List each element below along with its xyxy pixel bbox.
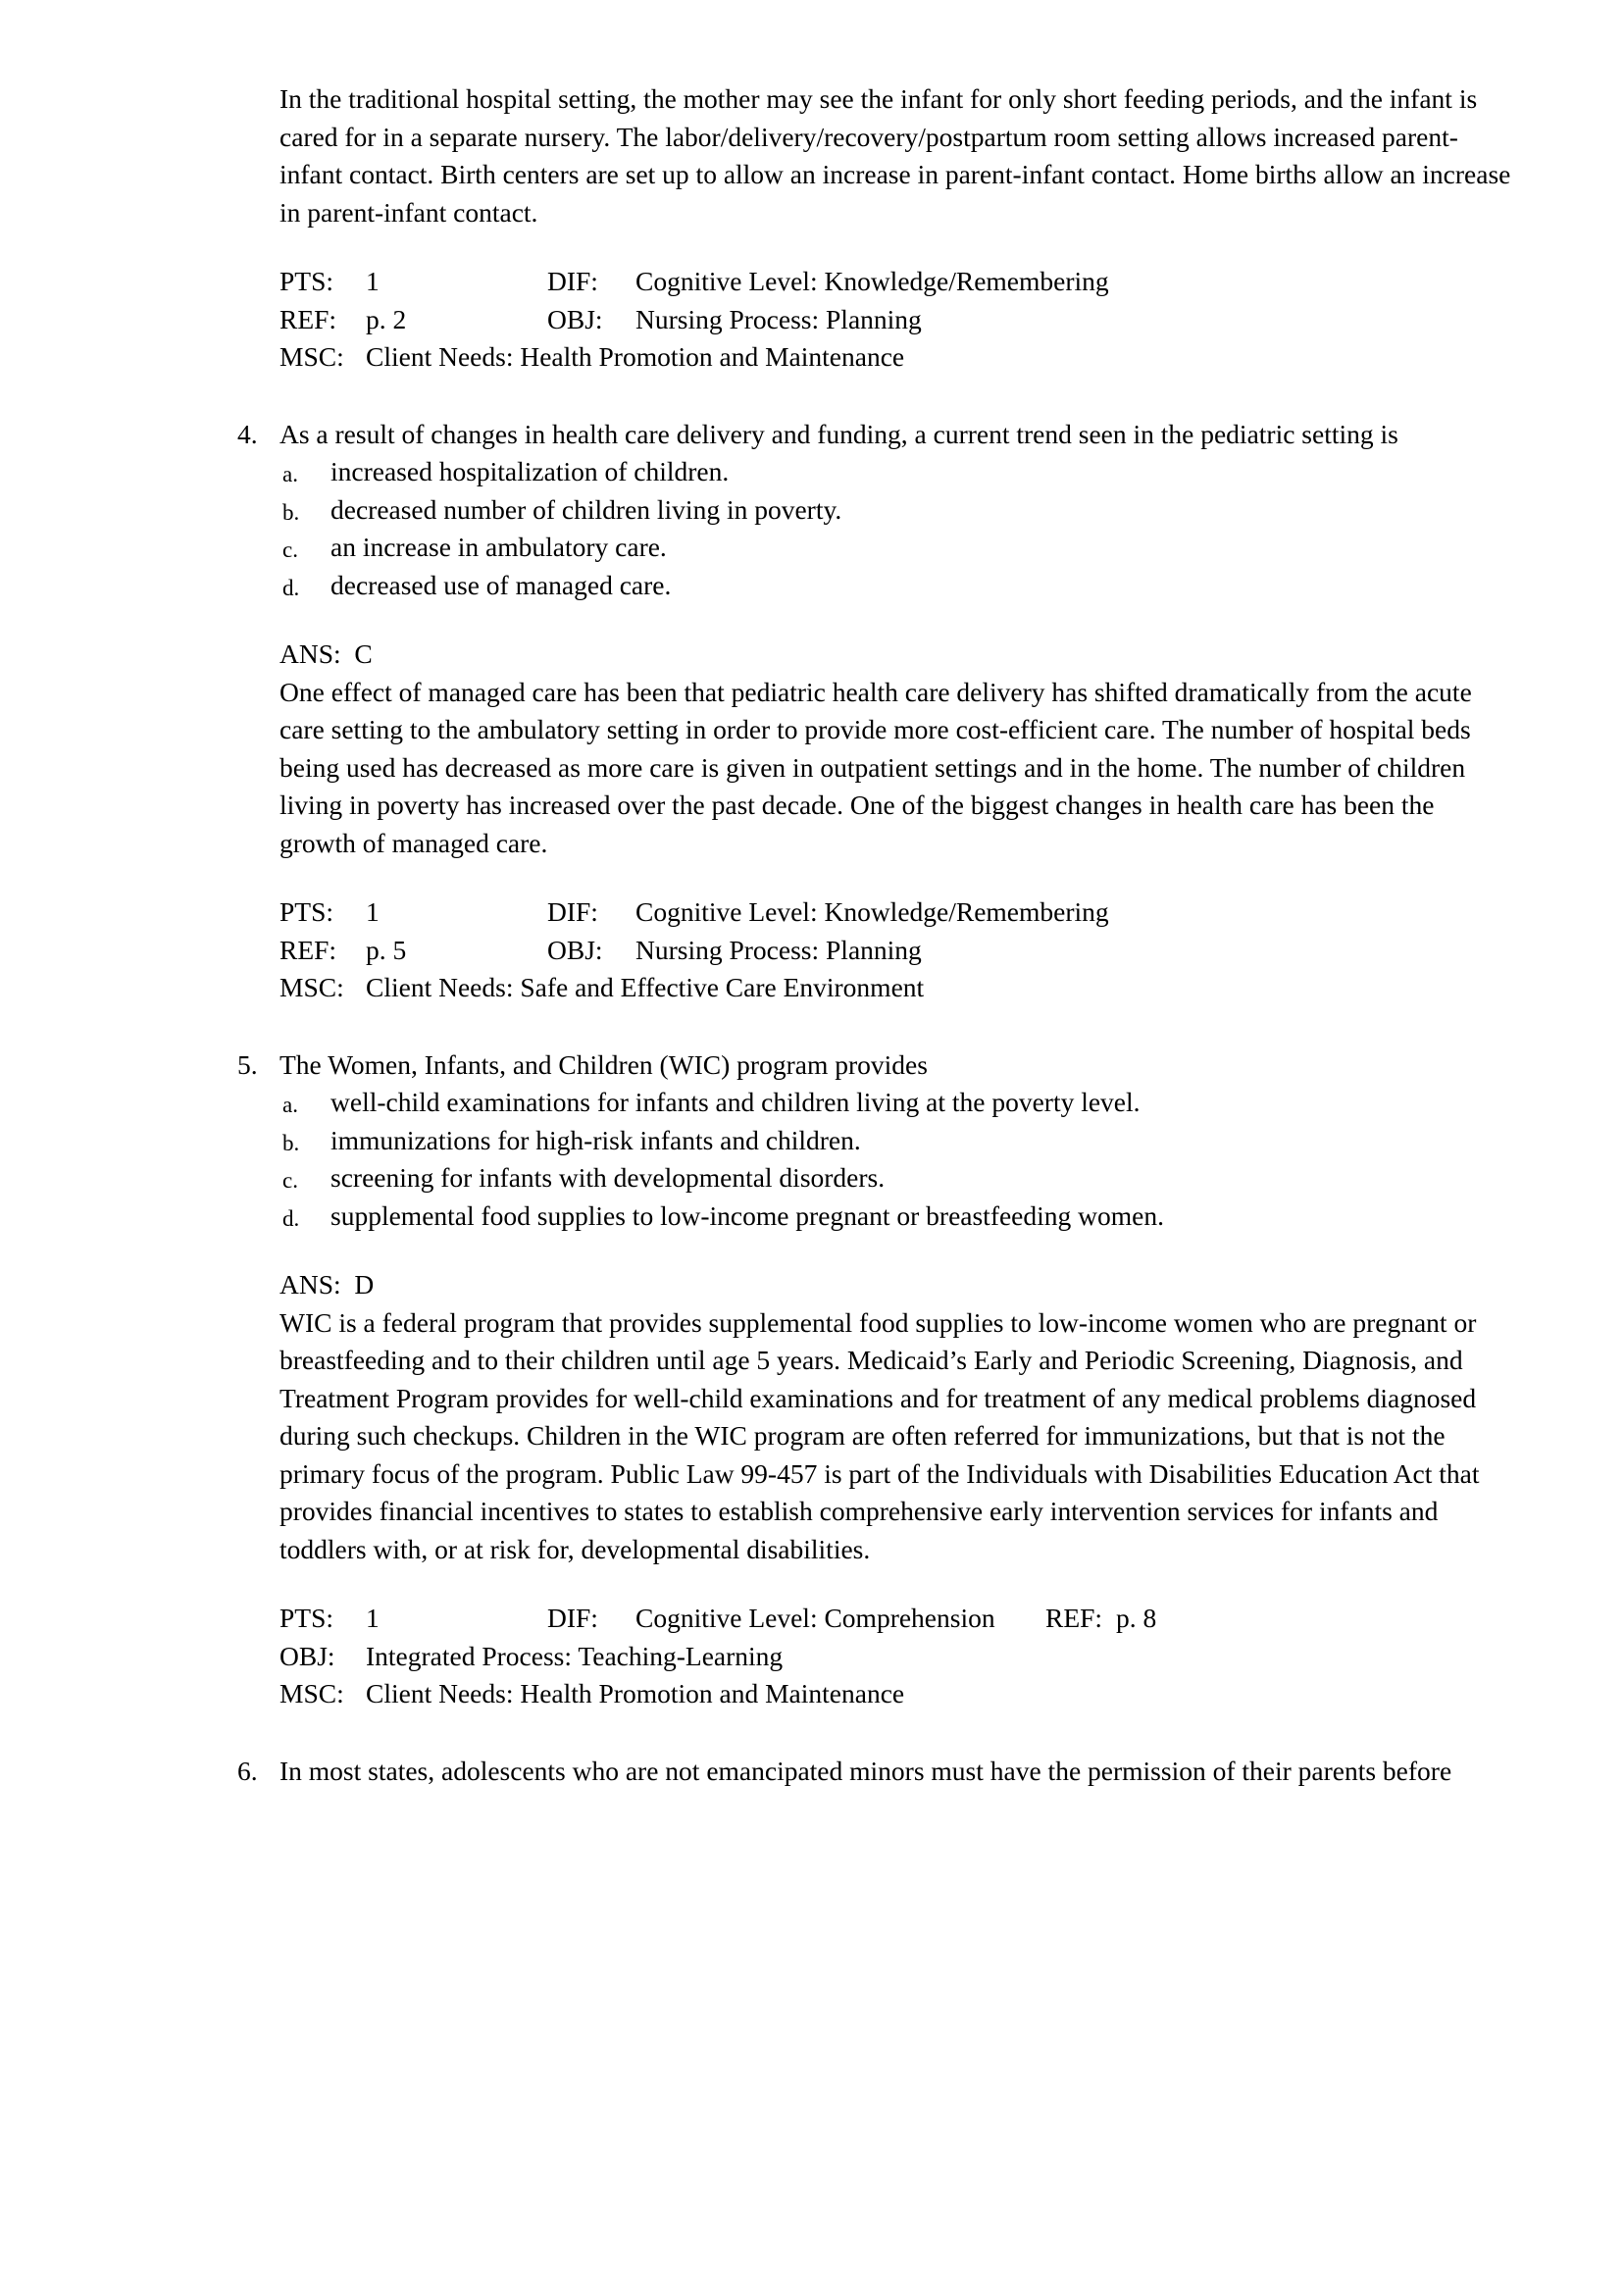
dif-value: Cognitive Level: Knowledge/Remembering — [635, 266, 1109, 296]
spacer — [237, 231, 1517, 263]
option-text: decreased use of managed care. — [330, 569, 672, 600]
obj-value: Nursing Process: Planning — [635, 303, 922, 334]
question-4 — [237, 416, 1517, 454]
spacer — [237, 604, 1517, 636]
option-text: supplemental food supplies to low-income pregnant or breastfeeding women. — [330, 1199, 1164, 1231]
pts-value: 1 — [366, 896, 380, 927]
option-letter: d. — [282, 575, 300, 600]
question-stem: The Women, Infants, and Children (WIC) program provides — [279, 1048, 928, 1080]
spacer — [237, 377, 1517, 416]
question-stem: As a result of changes in health care delivery and funding, a current trend seen in the pediatric setting is — [279, 418, 1398, 449]
metadata-row — [279, 893, 1517, 932]
metadata-row — [279, 932, 1517, 970]
question-5 — [237, 1046, 1517, 1085]
page-content — [237, 80, 1517, 1790]
pts-value: 1 — [366, 1603, 380, 1633]
metadata-block-5 — [279, 1600, 1517, 1713]
metadata-row — [279, 263, 1517, 301]
dif-label: DIF: — [547, 896, 598, 927]
option-letter: d. — [282, 1205, 300, 1231]
dif-label: DIF: — [547, 1603, 598, 1633]
option-text: well-child examinations for infants and children living at the poverty level. — [330, 1087, 1141, 1117]
ref-label: REF: — [279, 934, 337, 965]
msc-label: MSC: — [279, 341, 344, 372]
dif-value: Cognitive Level: Knowledge/Remembering — [635, 896, 1109, 927]
spacer — [237, 862, 1517, 893]
dif-value: Cognitive Level: Comprehension — [635, 1603, 995, 1633]
pts-value: 1 — [366, 266, 380, 296]
option-c[interactable] — [237, 1159, 1517, 1198]
ref-value: p. 2 — [366, 303, 407, 334]
spacer — [237, 1568, 1517, 1600]
ref-value: p. 8 — [1116, 1603, 1157, 1633]
option-b[interactable] — [237, 491, 1517, 530]
question-number: 5. — [237, 1048, 258, 1080]
intro-metadata-block — [279, 263, 1517, 377]
option-letter: c. — [282, 1168, 298, 1193]
option-c[interactable] — [237, 529, 1517, 567]
options-list-5 — [237, 1084, 1517, 1235]
msc-value: Client Needs: Safe and Effective Care Environment — [366, 972, 925, 1002]
answer-line-5: ANS: D — [279, 1269, 375, 1300]
metadata-row — [279, 338, 1517, 377]
obj-value: Integrated Process: Teaching-Learning — [366, 1640, 784, 1671]
spacer — [237, 1713, 1517, 1753]
ref-label: REF: — [1045, 1603, 1103, 1633]
metadata-block-4 — [279, 893, 1517, 1007]
obj-label: OBJ: — [279, 1640, 335, 1671]
option-text: an increase in ambulatory care. — [330, 532, 667, 562]
dif-label: DIF: — [547, 266, 598, 296]
obj-label: OBJ: — [547, 303, 603, 334]
option-b[interactable] — [237, 1122, 1517, 1160]
options-list-4 — [237, 453, 1517, 604]
option-letter: a. — [282, 1093, 298, 1117]
msc-value: Client Needs: Health Promotion and Maintenance — [366, 1678, 905, 1708]
msc-label: MSC: — [279, 1678, 344, 1708]
obj-value: Nursing Process: Planning — [635, 934, 922, 965]
rationale-4: One effect of managed care has been that pediatric health care delivery has shifted dramatically from the acute care setting to the ambulatory setting in order to provide more cost-efficient care. The number of hospital beds being used has decreased as more care is given in outpatient settings and in the home. The number of children living in poverty has increased over the past decade. One of the biggest changes in health care has been the growth of managed care. — [279, 676, 1472, 858]
option-a[interactable] — [237, 453, 1517, 491]
metadata-row — [279, 969, 1517, 1007]
question-number: 6. — [237, 1755, 258, 1786]
option-letter: b. — [282, 1130, 300, 1155]
option-letter: c. — [282, 537, 298, 562]
intro-paragraph: In the traditional hospital setting, the mother may see the infant for only short feeding periods, and the infant is cared for in a separate nursery. The labor/delivery/recovery/postpartum room setting allows increased parent-infant contact. Birth centers are set up to allow an increase in parent-infant contact. Home births allow an increase in parent-infant contact. — [279, 83, 1511, 228]
rationale-5: WIC is a federal program that provides supplemental food supplies to low-income women who are pregnant or breastfeeding and to their children until age 5 years. Medicaid’s Early and Periodic Screening, Diagnosis, and Treatment Program provides for well-child examinations and for treatment of any medical problems diagnosed during such checkups. Children in the WIC program are often referred for immunizations, but that is not the primary focus of the program. Public Law 99-457 is part of the Individuals with Disabilities Education Act that provides financial incentives to states to establish comprehensive early intervention services for infants and toddlers with, or at risk for, developmental disabilities. — [279, 1306, 1480, 1564]
msc-label: MSC: — [279, 972, 344, 1002]
pts-label: PTS: — [279, 266, 334, 296]
option-letter: b. — [282, 499, 300, 525]
metadata-row — [279, 1638, 1517, 1676]
option-text: increased hospitalization of children. — [330, 456, 730, 486]
metadata-row — [279, 1600, 1517, 1638]
option-d[interactable] — [237, 567, 1517, 605]
spacer — [237, 1007, 1517, 1046]
option-text: immunizations for high-risk infants and children. — [330, 1124, 861, 1155]
metadata-row — [279, 301, 1517, 339]
pts-label: PTS: — [279, 1603, 334, 1633]
question-stem: In most states, adolescents who are not emancipated minors must have the permission of their parents before — [279, 1755, 1452, 1786]
metadata-row — [279, 1675, 1517, 1713]
option-a[interactable] — [237, 1084, 1517, 1122]
answer-line-4: ANS: C — [279, 638, 373, 669]
question-6 — [237, 1753, 1517, 1791]
option-text: decreased number of children living in poverty. — [330, 493, 842, 525]
option-d[interactable] — [237, 1198, 1517, 1236]
pts-label: PTS: — [279, 896, 334, 927]
msc-value: Client Needs: Health Promotion and Maintenance — [366, 341, 905, 372]
ref-value: p. 5 — [366, 934, 407, 965]
option-letter: a. — [282, 462, 298, 486]
question-number: 4. — [237, 418, 258, 449]
obj-label: OBJ: — [547, 934, 603, 965]
spacer — [237, 1235, 1517, 1266]
option-text: screening for infants with developmental disorders. — [330, 1162, 886, 1193]
ref-label: REF: — [279, 303, 337, 334]
